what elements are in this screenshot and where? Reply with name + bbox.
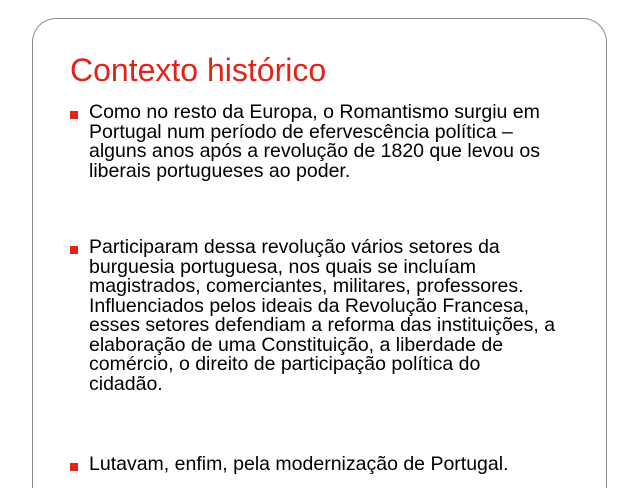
square-bullet-icon — [70, 463, 78, 471]
bullet-item-modernization — [70, 455, 600, 475]
square-bullet-icon — [70, 111, 78, 119]
bullet-item-revolution-participants — [70, 238, 600, 394]
bullet-text: Lutavam, enfim, pela modernização de Portugal. — [89, 453, 509, 475]
bullet-item-romanticism-origin — [70, 103, 600, 181]
slide-title: Contexto histórico — [70, 52, 327, 88]
bullet-text: Participaram dessa revolução vários setores da burguesia portuguesa, nos quais se incluíam magistrados, comerciantes, militares, professores. Influenciados pelos ideais da Revolução Francesa, esses setores defendiam a reforma das instituições, a elaboração de uma Constituição, a liberdade de comércio, o direito de participação política do cidadão. — [89, 236, 556, 395]
bullet-text: Como no resto da Europa, o Romantismo surgiu em Portugal num período de efervescência política – alguns anos após a revolução de 1820 que levou os liberais portugueses ao poder. — [89, 101, 541, 182]
square-bullet-icon — [70, 246, 78, 254]
